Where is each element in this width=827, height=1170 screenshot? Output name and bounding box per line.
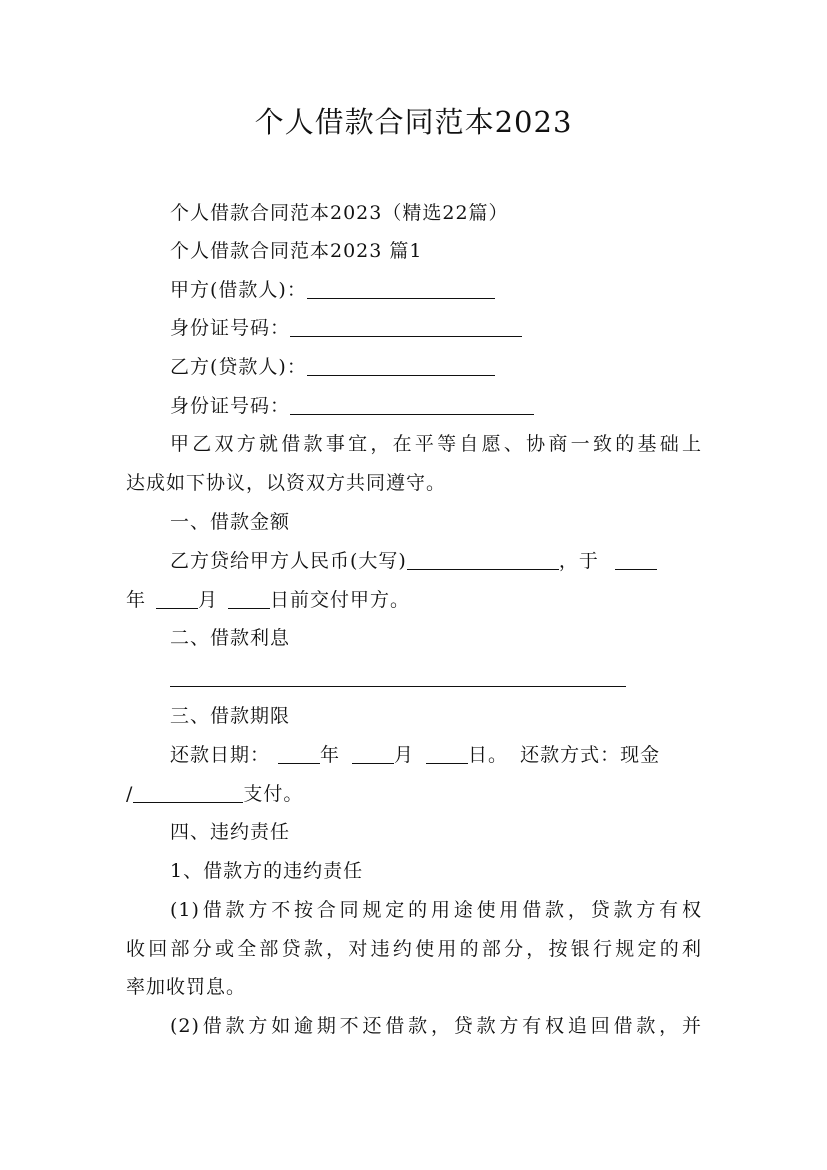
repay-method-label: 还款方式：现金 xyxy=(520,744,661,766)
amount-month-blank[interactable] xyxy=(156,588,198,609)
subtitle-line: 个人借款合同范本2023（精选22篇） xyxy=(170,202,509,224)
section-3-heading: 三、借款期限 xyxy=(170,705,291,727)
amount-year-label: 年 xyxy=(126,589,147,611)
amount-tail: 日前交付甲方。 xyxy=(270,589,411,611)
amount-line-1 xyxy=(170,546,750,576)
repay-day-blank[interactable] xyxy=(426,743,468,764)
amount-day-blank[interactable] xyxy=(228,588,270,609)
id-b-label: 身份证号码： xyxy=(170,395,291,417)
amount-connector: ，于 xyxy=(558,550,599,572)
repay-day-label: 日。 xyxy=(468,744,509,766)
repay-tail: 支付。 xyxy=(243,783,304,805)
amount-month-label: 月 xyxy=(198,589,219,611)
repay-year-label: 年 xyxy=(320,744,341,766)
id-a-blank[interactable] xyxy=(290,316,522,337)
repay-line-2 xyxy=(126,779,706,809)
party-b-blank[interactable] xyxy=(307,355,495,376)
amount-label: 乙方贷给甲方人民币(大写) xyxy=(170,550,407,572)
clause-1-line-3: 率加收罚息。 xyxy=(126,976,247,998)
id-b-blank[interactable] xyxy=(290,394,534,415)
section-1-heading: 一、借款金额 xyxy=(170,511,291,533)
repay-month-label: 月 xyxy=(394,744,415,766)
amount-year-blank[interactable] xyxy=(615,549,657,570)
repay-date-label: 还款日期： xyxy=(170,744,271,766)
repay-month-blank[interactable] xyxy=(352,743,394,764)
repay-method-blank[interactable] xyxy=(133,782,243,803)
party-a-line xyxy=(170,275,750,305)
id-a-line xyxy=(170,313,750,343)
document-title: 个人借款合同范本2023 xyxy=(254,105,573,139)
party-b-label: 乙方(贷款人)： xyxy=(170,356,307,378)
party-a-blank[interactable] xyxy=(307,278,495,299)
amount-blank[interactable] xyxy=(407,549,559,570)
chapter-heading: 个人借款合同范本2023 篇1 xyxy=(170,240,423,262)
clause-1-line-1: (1)借款方不按合同规定的用途使用借款，贷款方有权 xyxy=(170,899,702,921)
clause-1-line-2: 收回部分或全部贷款，对违约使用的部分，按银行规定的利 xyxy=(126,938,702,960)
party-a-label: 甲方(借款人)： xyxy=(170,279,307,301)
section-4-heading: 四、违约责任 xyxy=(170,821,291,843)
party-b-line xyxy=(170,352,750,382)
id-a-label: 身份证号码： xyxy=(170,317,291,339)
interest-blank[interactable] xyxy=(170,686,626,687)
id-b-line xyxy=(170,391,750,421)
repay-year-blank[interactable] xyxy=(278,743,320,764)
intro-line-2: 达成如下协议，以资双方共同遵守。 xyxy=(126,472,447,494)
clause-2-line-1: (2)借款方如逾期不还借款，贷款方有权追回借款，并 xyxy=(170,1015,702,1037)
section-2-heading: 二、借款利息 xyxy=(170,627,291,649)
subsection-1-heading: 1、借款方的违约责任 xyxy=(170,860,364,882)
repay-slash: / xyxy=(126,783,134,805)
amount-line-2 xyxy=(126,585,706,615)
intro-line-1: 甲乙双方就借款事宜，在平等自愿、协商一致的基础上 xyxy=(170,433,702,455)
repay-line-1 xyxy=(170,740,750,770)
